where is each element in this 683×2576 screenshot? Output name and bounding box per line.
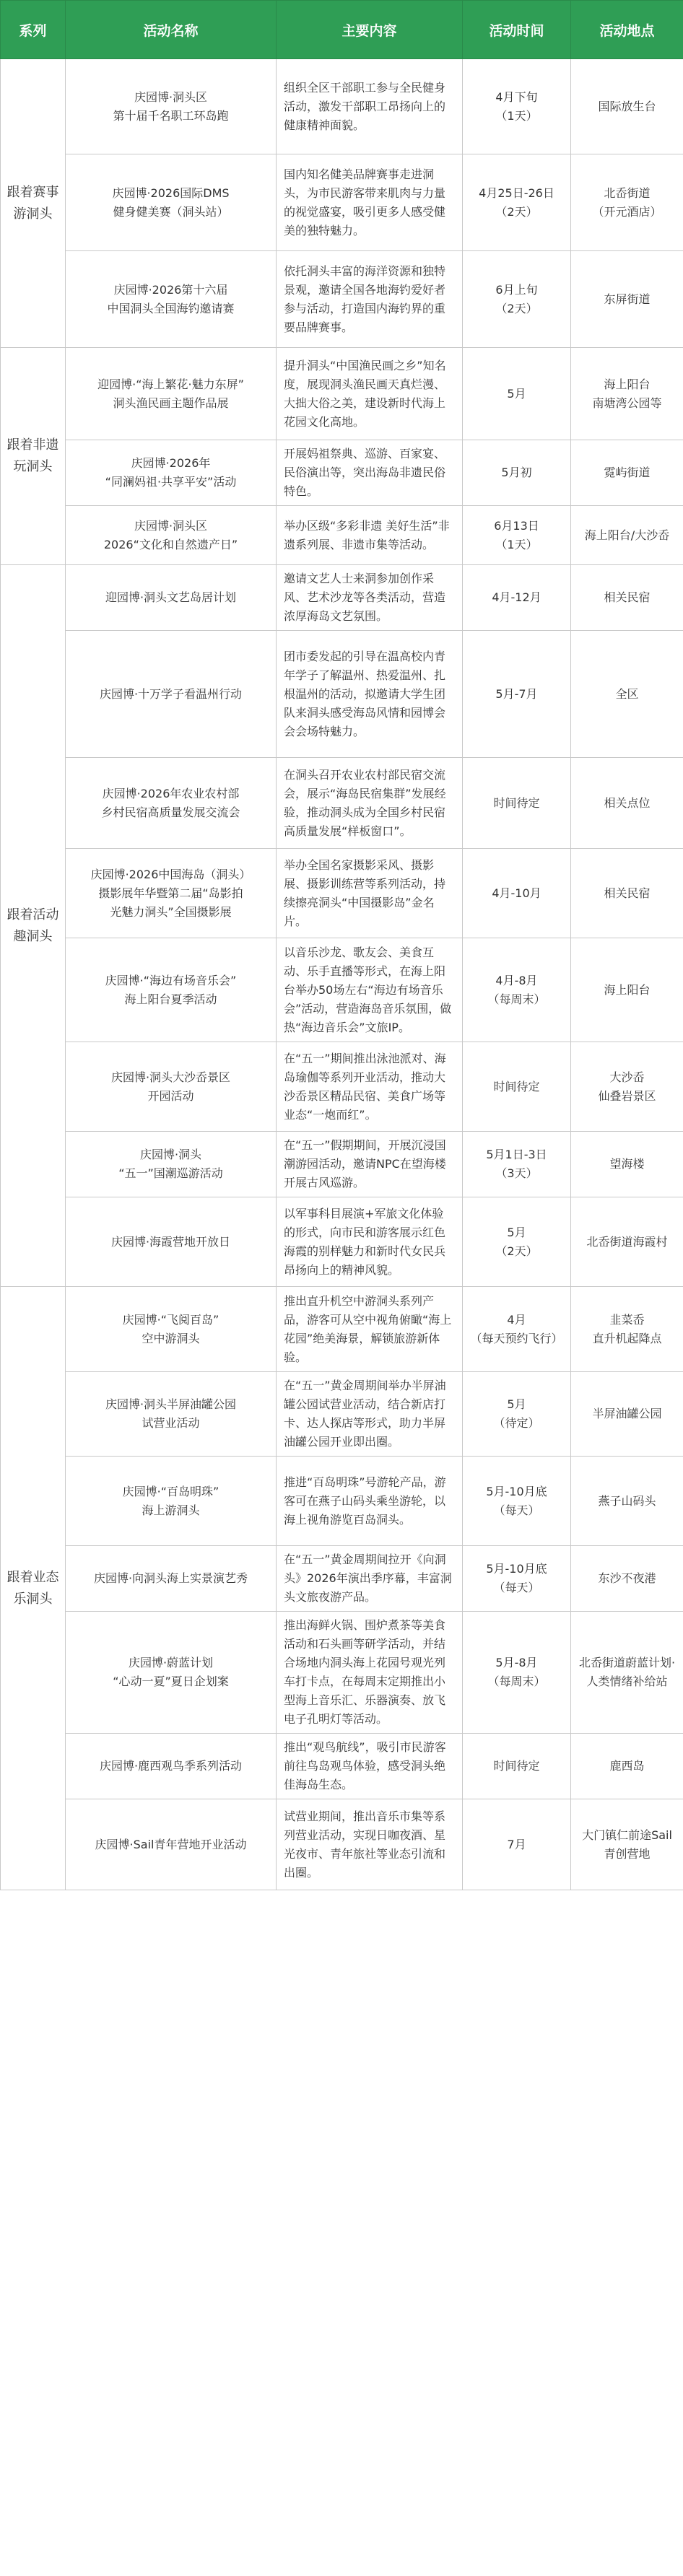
table-row <box>1 440 683 506</box>
activity-place-cell: 海上阳台 南塘湾公园等 <box>571 348 683 440</box>
activity-name-cell: 庆园博·十万学子看温州行动 <box>66 631 277 758</box>
activity-name-cell: 庆园博·2026国际DMS 健身健美赛（洞头站） <box>66 154 277 251</box>
activity-name-cell: 庆园博·“飞阅百岛” 空中游洞头 <box>66 1287 277 1372</box>
main-content-cell: 以军事科目展演+军旅文化体验的形式，向市民和游客展示红色海霞的别样魅力和新时代女民兵昂扬向上的精神风貌。 <box>277 1197 463 1287</box>
table-row <box>1 565 683 631</box>
main-content-cell: 试营业期间，推出音乐市集等系列营业活动，实现日咖夜酒、星光夜市、青年旅社等业态引流和出圈。 <box>277 1799 463 1890</box>
activity-place-cell: 大门镇仁前途Sail青创营地 <box>571 1799 683 1890</box>
activity-time-cell: 5月-10月底 （每天） <box>463 1546 571 1612</box>
header-series: 系列 <box>1 1 66 59</box>
activity-time-cell: 5月 <box>463 348 571 440</box>
main-content-cell: 推出直升机空中游洞头系列产品，游客可从空中视角俯瞰“海上花园”绝美海景，解锁旅游新体验。 <box>277 1287 463 1372</box>
activity-time-cell: 6月13日 （1天） <box>463 506 571 565</box>
table-row <box>1 1287 683 1372</box>
activity-place-cell: 霓屿街道 <box>571 440 683 506</box>
table-row <box>1 1197 683 1287</box>
activity-time-cell: 5月-8月 （每周末） <box>463 1612 571 1734</box>
activity-name-cell: 迎园博·“海上繁花·魅力东屏” 洞头渔民画主题作品展 <box>66 348 277 440</box>
header-activity-time: 活动时间 <box>463 1 571 59</box>
main-content-cell: 团市委发起的引导在温高校内青年学子了解温州、热爱温州、扎根温州的活动，拟邀请大学生团队来洞头感受海岛风情和园博会会会场特魅力。 <box>277 631 463 758</box>
activity-place-cell: 海上阳台/大沙岙 <box>571 506 683 565</box>
table-row <box>1 1372 683 1457</box>
activity-place-cell: 国际放生台 <box>571 59 683 154</box>
table-row <box>1 1132 683 1197</box>
activity-time-cell: 4月25日-26日 （2天） <box>463 154 571 251</box>
activity-time-cell: 5月-10月底 （每天） <box>463 1457 571 1546</box>
activity-time-cell: 4月-10月 <box>463 849 571 938</box>
table-row <box>1 348 683 440</box>
activity-place-cell: 东沙不夜港 <box>571 1546 683 1612</box>
activity-name-cell: 庆园博·洞头 “五一”国潮巡游活动 <box>66 1132 277 1197</box>
activity-place-cell: 鹿西岛 <box>571 1734 683 1799</box>
activity-name-cell: 庆园博·Sail青年营地开业活动 <box>66 1799 277 1890</box>
activity-name-cell: 庆园博·“百岛明珠” 海上游洞头 <box>66 1457 277 1546</box>
activity-place-cell: 北岙街道蔚蓝计划·人类情绪补给站 <box>571 1612 683 1734</box>
activity-time-cell: 4月 （每天预约飞行） <box>463 1287 571 1372</box>
activity-name-cell: 庆园博·洞头大沙岙景区 开园活动 <box>66 1042 277 1132</box>
table-row <box>1 506 683 565</box>
table-row <box>1 1734 683 1799</box>
activity-place-cell: 韭菜岙 直升机起降点 <box>571 1287 683 1372</box>
activity-name-cell: 庆园博·洞头区 第十届千名职工环岛跑 <box>66 59 277 154</box>
series-cell: 跟着业态乐洞头 <box>1 1287 66 1890</box>
main-content-cell: 推出海鲜火锅、围炉煮茶等美食活动和石头画等研学活动，并结合场地内洞头海上花园号观光列车打卡点，在每周末定期推出小型海上音乐汇、乐器演奏、放飞电子孔明灯等活动。 <box>277 1612 463 1734</box>
activity-name-cell: 庆园博·“海边有场音乐会” 海上阳台夏季活动 <box>66 938 277 1042</box>
main-content-cell: 举办区级“多彩非遗 美好生活”非遗系列展、非遗市集等活动。 <box>277 506 463 565</box>
main-content-cell: 提升洞头“中国渔民画之乡”知名度，展现洞头渔民画天真烂漫、大拙大俗之美，建设新时代海上花园文化高地。 <box>277 348 463 440</box>
table-row <box>1 1546 683 1612</box>
activity-time-cell: 5月 （2天） <box>463 1197 571 1287</box>
activity-place-cell: 相关民宿 <box>571 565 683 631</box>
main-content-cell: 在洞头召开农业农村部民宿交流会，展示“海岛民宿集群”发展经验，推动洞头成为全国乡村民宿高质量发展“样板窗口”。 <box>277 758 463 849</box>
activity-name-cell: 迎园博·洞头文艺岛居计划 <box>66 565 277 631</box>
header-activity-place: 活动地点 <box>571 1 683 59</box>
activity-place-cell: 望海楼 <box>571 1132 683 1197</box>
series-cell: 跟着非遗玩洞头 <box>1 348 66 565</box>
activity-name-cell: 庆园博·洞头区 2026“文化和自然遗产日” <box>66 506 277 565</box>
activity-place-cell: 海上阳台 <box>571 938 683 1042</box>
activity-name-cell: 庆园博·2026年 “同澜妈祖·共享平安”活动 <box>66 440 277 506</box>
main-content-cell: 在“五一”期间推出泳池派对、海岛瑜伽等系列开业活动，推动大沙岙景区精品民宿、美食广场等业态“一炮而红”。 <box>277 1042 463 1132</box>
table-row <box>1 251 683 348</box>
main-content-cell: 推出“观鸟航线”，吸引市民游客前往鸟岛观鸟体验，感受洞头绝佳海岛生态。 <box>277 1734 463 1799</box>
table-row <box>1 938 683 1042</box>
table-row <box>1 1042 683 1132</box>
activity-place-cell: 大沙岙 仙叠岩景区 <box>571 1042 683 1132</box>
table-row <box>1 1612 683 1734</box>
activity-time-cell: 时间待定 <box>463 1042 571 1132</box>
activity-time-cell: 7月 <box>463 1799 571 1890</box>
table-row <box>1 59 683 154</box>
table-body <box>1 59 683 1890</box>
main-content-cell: 推进“百岛明珠”号游轮产品，游客可在燕子山码头乘坐游轮，以海上视角游览百岛洞头。 <box>277 1457 463 1546</box>
activity-name-cell: 庆园博·蔚蓝计划 “心动一夏”夏日企划案 <box>66 1612 277 1734</box>
activity-place-cell: 相关民宿 <box>571 849 683 938</box>
activity-name-cell: 庆园博·向洞头海上实景演艺秀 <box>66 1546 277 1612</box>
activity-name-cell: 庆园博·2026年农业农村部 乡村民宿高质量发展交流会 <box>66 758 277 849</box>
table-row <box>1 631 683 758</box>
activity-place-cell: 燕子山码头 <box>571 1457 683 1546</box>
activity-place-cell: 东屏街道 <box>571 251 683 348</box>
activity-place-cell: 北岙街道 （开元酒店） <box>571 154 683 251</box>
activity-time-cell: 6月上旬 （2天） <box>463 251 571 348</box>
activity-place-cell: 全区 <box>571 631 683 758</box>
table-row <box>1 1457 683 1546</box>
main-content-cell: 在“五一”黄金周期间举办半屏油罐公园试营业活动，结合新店打卡、达人探店等形式，助力半屏油罐公园开业即出圈。 <box>277 1372 463 1457</box>
activity-name-cell: 庆园博·2026中国海岛（洞头） 摄影展年华暨第二届“岛影拍 光魅力洞头”全国摄影展 <box>66 849 277 938</box>
activity-time-cell: 5月 （待定） <box>463 1372 571 1457</box>
activity-place-cell: 北岙街道海霞村 <box>571 1197 683 1287</box>
activity-time-cell: 4月-12月 <box>463 565 571 631</box>
main-content-cell: 举办全国名家摄影采风、摄影展、摄影训练营等系列活动，持续擦亮洞头“中国摄影岛”金名片。 <box>277 849 463 938</box>
series-cell: 跟着赛事游洞头 <box>1 59 66 348</box>
activity-place-cell: 半屏油罐公园 <box>571 1372 683 1457</box>
table-row <box>1 758 683 849</box>
table-row <box>1 154 683 251</box>
activity-time-cell: 时间待定 <box>463 758 571 849</box>
header-main-content: 主要内容 <box>277 1 463 59</box>
table-row <box>1 849 683 938</box>
table-row <box>1 1799 683 1890</box>
main-content-cell: 依托洞头丰富的海洋资源和独特景观，邀请全国各地海钓爱好者参与活动，打造国内海钓界的重要品牌赛事。 <box>277 251 463 348</box>
activity-time-cell: 4月-8月 （每周末） <box>463 938 571 1042</box>
activity-time-cell: 4月下旬 （1天） <box>463 59 571 154</box>
activity-time-cell: 时间待定 <box>463 1734 571 1799</box>
activity-name-cell: 庆园博·2026第十六届 中国洞头全国海钓邀请赛 <box>66 251 277 348</box>
series-cell: 跟着活动趣洞头 <box>1 565 66 1287</box>
activity-time-cell: 5月初 <box>463 440 571 506</box>
activity-name-cell: 庆园博·洞头半屏油罐公园 试营业活动 <box>66 1372 277 1457</box>
main-content-cell: 邀请文艺人士来洞参加创作采风、艺术沙龙等各类活动，营造浓厚海岛文艺氛围。 <box>277 565 463 631</box>
main-content-cell: 在“五一”黄金周期间拉开《向洞头》2026年演出季序幕，丰富洞头文旅夜游产品。 <box>277 1546 463 1612</box>
activity-time-cell: 5月1日-3日 （3天） <box>463 1132 571 1197</box>
main-content-cell: 以音乐沙龙、歌友会、美食互动、乐手直播等形式，在海上阳台举办50场左右“海边有场音乐会”活动，营造海岛音乐氛围，做热“海边音乐会”文旅IP。 <box>277 938 463 1042</box>
header-activity-name: 活动名称 <box>66 1 277 59</box>
main-content-cell: 国内知名健美品牌赛事走进洞头，为市民游客带来肌肉与力量的视觉盛宴，吸引更多人感受健美的独特魅力。 <box>277 154 463 251</box>
main-content-cell: 开展妈祖祭典、巡游、百家宴、民俗演出等，突出海岛非遗民俗特色。 <box>277 440 463 506</box>
main-content-cell: 在“五一”假期期间，开展沉浸国潮游园活动，邀请NPC在望海楼开展古风巡游。 <box>277 1132 463 1197</box>
activity-name-cell: 庆园博·海霞营地开放日 <box>66 1197 277 1287</box>
main-content-cell: 组织全区干部职工参与全民健身活动，激发干部职工昂扬向上的健康精神面貌。 <box>277 59 463 154</box>
activity-name-cell: 庆园博·鹿西观鸟季系列活动 <box>66 1734 277 1799</box>
table-header-row <box>1 1 683 59</box>
activity-time-cell: 5月-7月 <box>463 631 571 758</box>
activity-place-cell: 相关点位 <box>571 758 683 849</box>
